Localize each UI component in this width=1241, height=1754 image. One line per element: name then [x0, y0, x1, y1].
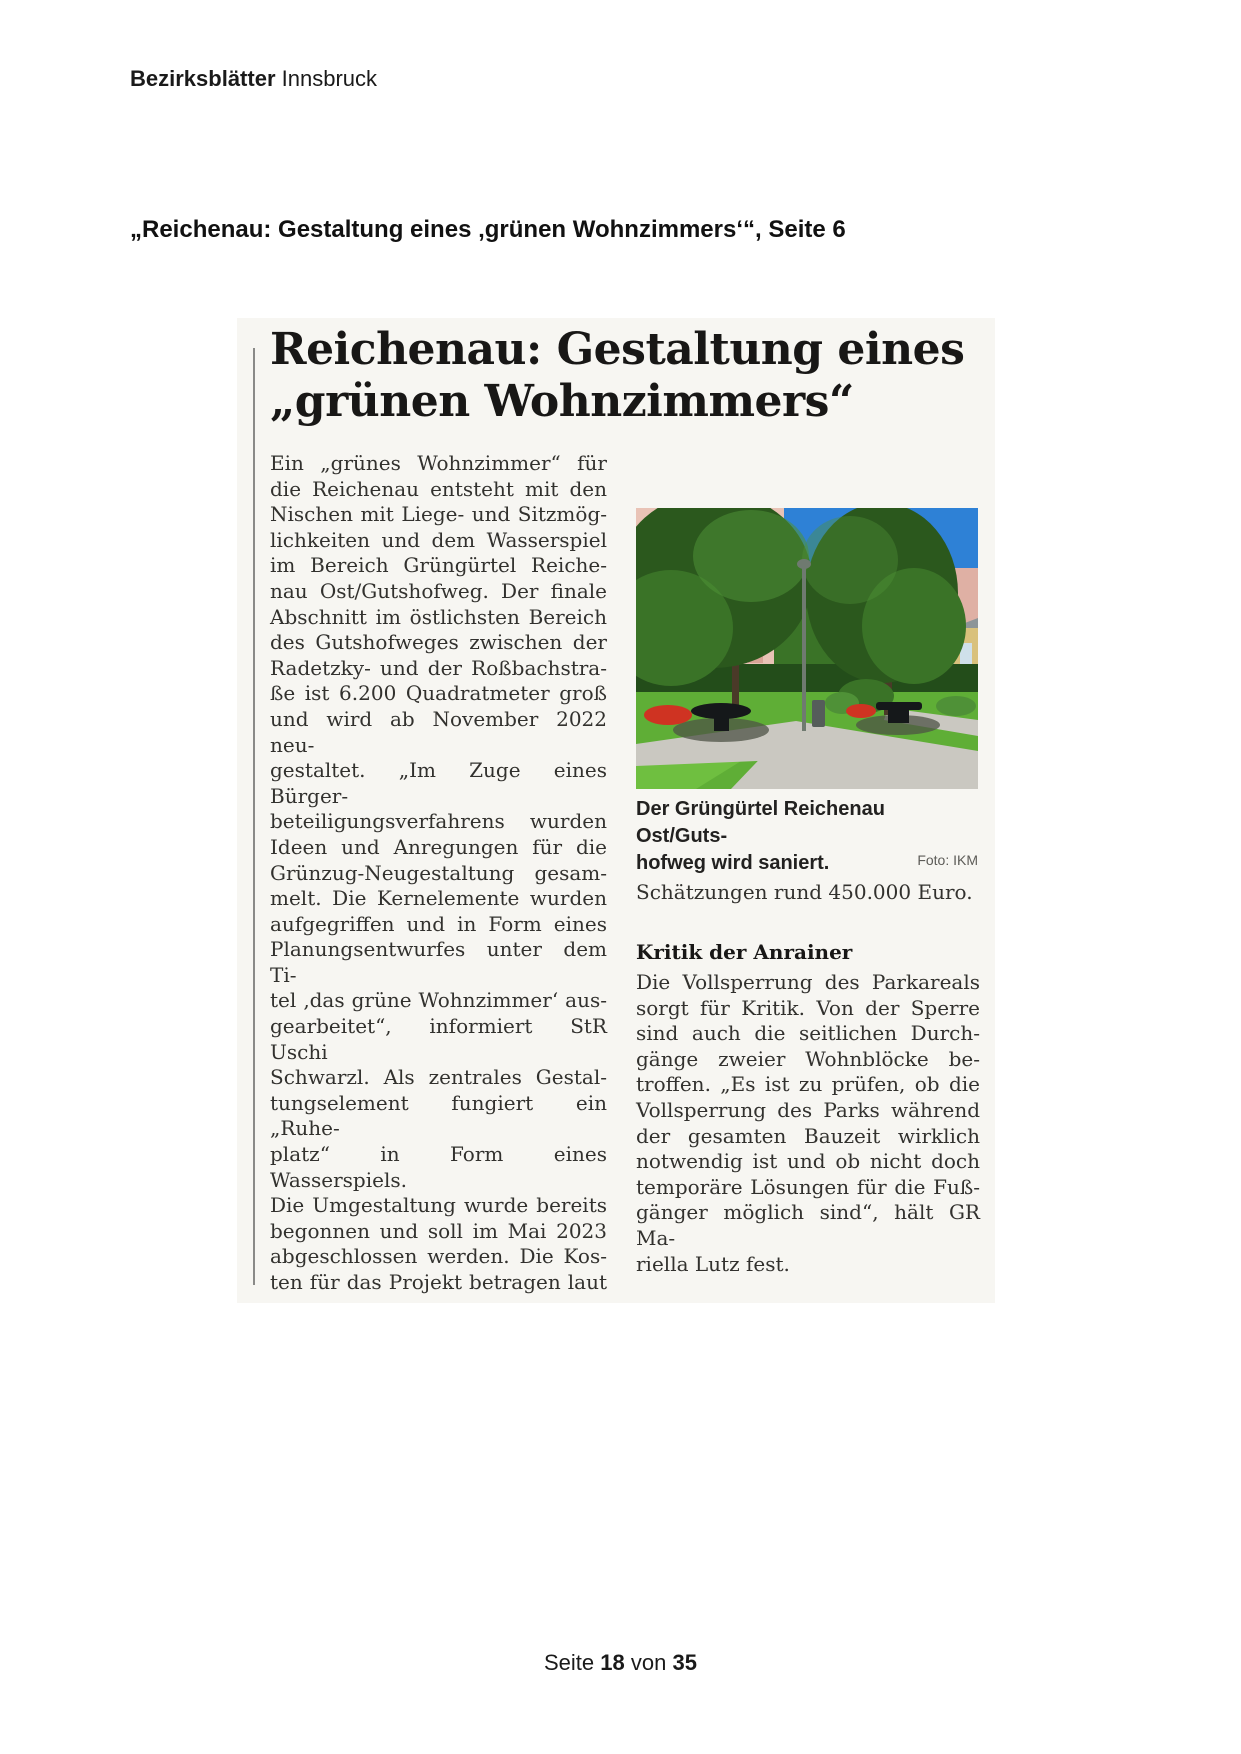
photo-caption	[636, 796, 980, 877]
round-table-left	[691, 703, 751, 719]
caption-line-1: Der Grüngürtel Reichenau Ost/Guts-	[636, 798, 885, 847]
text-line: sind auch die seitlichen Durch-	[636, 1021, 980, 1046]
red-flowerbed-right	[846, 704, 876, 718]
photo-credit: Foto: IKM	[917, 852, 978, 868]
text-line: der gesamten Bauzeit wirklich	[636, 1123, 980, 1148]
article-left-rule	[253, 348, 255, 1285]
text-line: gänge zweier Wohnblöcke be-	[636, 1046, 980, 1071]
masthead-brand: Bezirksblätter	[130, 66, 276, 91]
text-line: Ideen und Anregungen für die	[270, 834, 607, 859]
article-photo	[636, 508, 978, 789]
text-line: sorgt für Kritik. Von der Sperre	[636, 995, 980, 1020]
text-line: temporäre Lösungen für die Fuß-	[636, 1174, 980, 1199]
masthead-edition: Innsbruck	[275, 66, 378, 91]
headline-line-2: „grünen Wohnzimmers“	[270, 376, 854, 427]
text-line: die Reichenau entsteht mit den	[270, 476, 607, 501]
text-line: lichkeiten und dem Wasserspiel	[270, 527, 607, 552]
text-line: Radetzky- und der Roßbachstra-	[270, 655, 607, 680]
text-line: Die Umgestaltung wurde bereits	[270, 1193, 607, 1218]
page-footer	[0, 1650, 1241, 1676]
big-tree-right-light	[802, 516, 898, 604]
table-pedestal-right	[888, 708, 909, 723]
article-column-right	[636, 970, 980, 1277]
text-line: Grünzug-Neugestaltung gesam-	[270, 860, 607, 885]
text-line: Nischen mit Liege- und Sitzmög-	[270, 502, 607, 527]
text-line: tel ‚das grüne Wohnzimmer‘ aus-	[270, 988, 607, 1013]
right-column-lead: Schätzungen rund 450.000 Euro.	[636, 880, 973, 904]
text-line: melt. Die Kernelemente wurden	[270, 886, 607, 911]
text-line: gestaltet. „Im Zuge eines Bürger-	[270, 758, 607, 808]
red-flowerbed-left	[644, 705, 692, 725]
right-column-subhead: Kritik der Anrainer	[636, 940, 853, 964]
text-line: Die Vollsperrung des Parkareals	[636, 970, 980, 994]
text-line: im Bereich Grüngürtel Reiche-	[270, 553, 607, 578]
text-line: platz“ in Form eines Wasserspiels.	[270, 1142, 607, 1192]
text-line: Planungsentwurfes unter dem Ti-	[270, 937, 607, 987]
summary-title: „Reichenau: Gestaltung eines ‚grünen Wohnzimmers‘“, Seite 6	[130, 216, 846, 243]
article-headline	[270, 324, 985, 428]
bush-right	[936, 696, 976, 716]
text-line: nau Ost/Gutshofweg. Der finale	[270, 578, 607, 603]
text-line: Schwarzl. Als zentrales Gestal-	[270, 1065, 607, 1090]
article-column-left	[270, 451, 607, 1296]
lamp-post	[802, 566, 806, 731]
text-line: troffen. „Es ist zu prüfen, ob die	[636, 1072, 980, 1097]
text-line: ten für das Projekt betragen laut	[270, 1270, 607, 1294]
text-line: notwendig ist und ob nicht doch	[636, 1149, 980, 1174]
text-line: riella Lutz fest.	[636, 1251, 790, 1276]
footer-total-pages: 35	[672, 1650, 697, 1675]
text-line: aufgegriffen und in Form eines	[270, 911, 607, 936]
caption-line-2: hofweg wird saniert.	[636, 852, 830, 874]
text-line: beteiligungsverfahrens wurden	[270, 809, 607, 834]
text-line: ße ist 6.200 Quadratmeter groß	[270, 681, 607, 706]
text-line: Abschnitt im östlichsten Bereich	[270, 604, 607, 629]
footer-of: von	[630, 1650, 667, 1675]
text-line: abgeschlossen werden. Die Kos-	[270, 1244, 607, 1269]
text-line: des Gutshofweges zwischen der	[270, 630, 607, 655]
text-line: Vollsperrung des Parks während	[636, 1097, 980, 1122]
big-tree-left-light	[693, 510, 809, 602]
text-line: gänger möglich sind“, hält GR Ma-	[636, 1200, 980, 1250]
text-line: tungselement fungiert ein „Ruhe-	[270, 1090, 607, 1141]
footer-label: Seite	[544, 1650, 595, 1675]
text-line: Ein „grünes Wohnzimmer“ für	[270, 451, 607, 475]
newspaper-clipping	[237, 318, 995, 1303]
masthead	[130, 66, 377, 92]
park-photo-illustration	[636, 508, 978, 789]
trash-bin	[812, 700, 825, 727]
lamp-head	[797, 559, 811, 569]
footer-page-number: 18	[600, 1650, 625, 1675]
bench-top-right	[876, 702, 922, 710]
text-line: und wird ab November 2022 neu-	[270, 706, 607, 757]
headline-line-1: Reichenau: Gestaltung eines	[270, 324, 965, 375]
text-line: begonnen und soll im Mai 2023	[270, 1218, 607, 1243]
text-line: gearbeitet“, informiert StR Uschi	[270, 1014, 607, 1064]
